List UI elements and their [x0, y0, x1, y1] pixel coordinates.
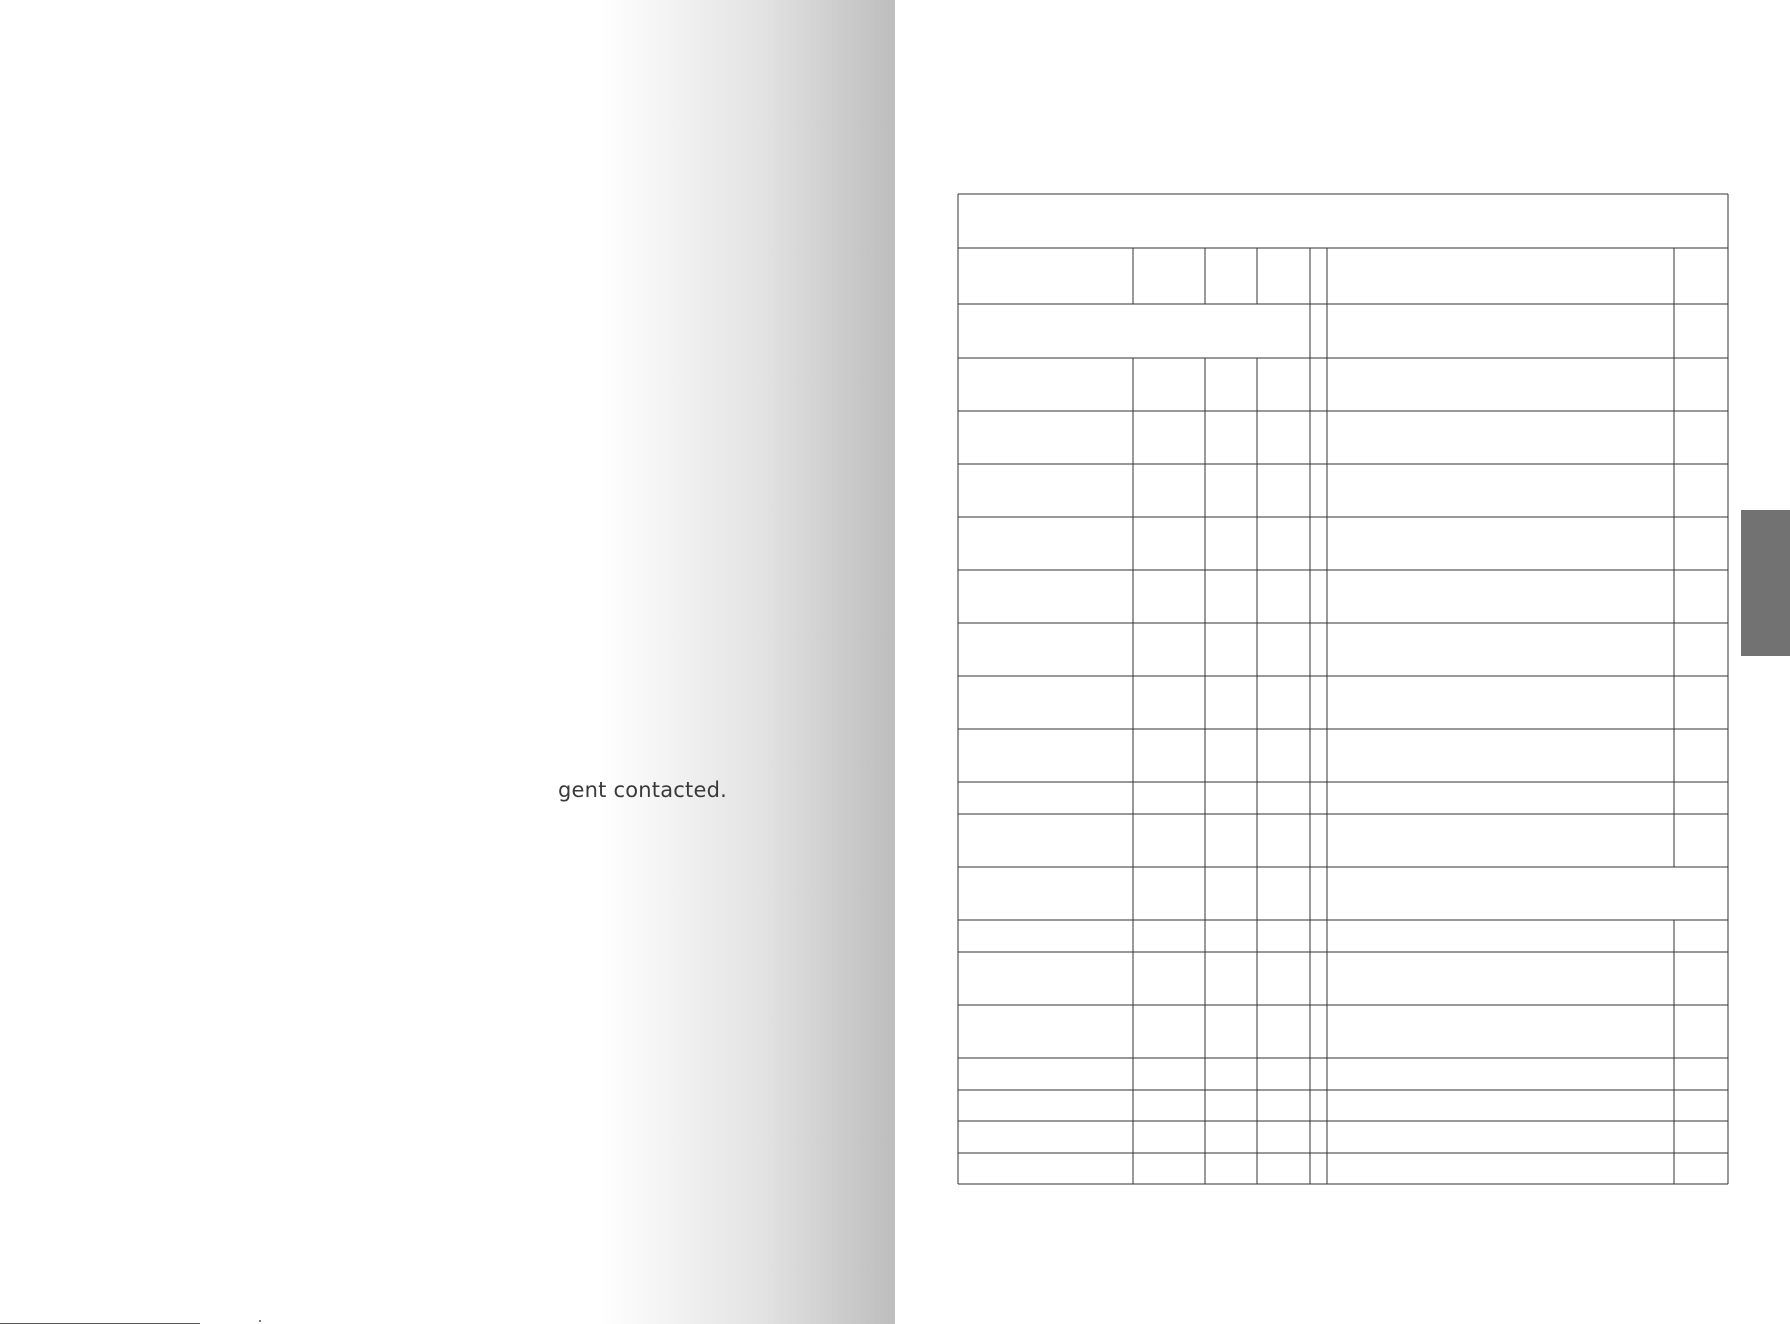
right-page — [895, 0, 1790, 1324]
text-line: gent contacted. — [558, 778, 727, 802]
footer-mark — [259, 1320, 261, 1322]
section-tab — [1741, 510, 1790, 656]
